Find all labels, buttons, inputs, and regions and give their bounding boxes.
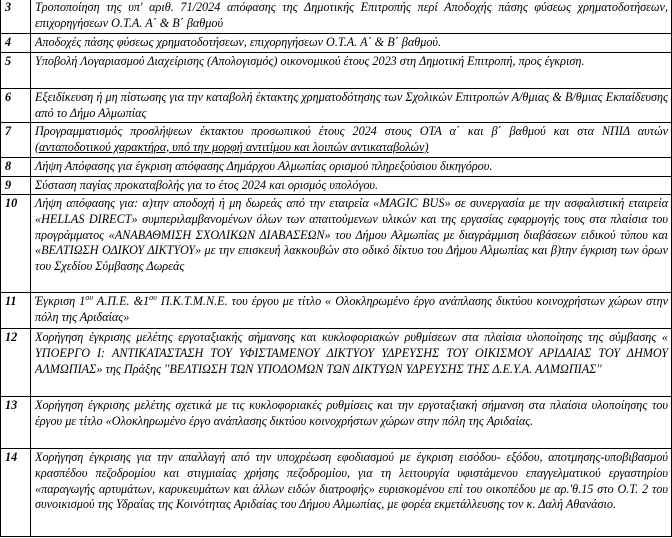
agenda-row xyxy=(1,397,672,449)
item-number: 14 xyxy=(1,449,31,537)
agenda-row xyxy=(1,329,672,397)
agenda-row xyxy=(1,89,672,123)
item-text: Χορήγηση έγκρισης μελέτης σχετικά με τις κυκλοφοριακές ρυθμίσεις και την εργοταξιακή σήμανση στα πλαίσια υλοποίησης του έργου με τίτλο «Ολοκληρωμένο έργο ανάπλασης δικτύου κοινοχρήστων χώρων στην πόλη της Αριδαίας. xyxy=(31,397,672,449)
agenda-row xyxy=(1,34,672,53)
item-number: 4 xyxy=(1,34,31,53)
item-number: 5 xyxy=(1,53,31,89)
item-number: 8 xyxy=(1,158,31,177)
agenda-row xyxy=(1,0,672,34)
item-text-part: Π.Κ.Τ.Μ.Ν.Ε. του έργου με τίτλο « Ολοκληρωμένο έργο ανάπλασης δικτύου κοινοχρήστων χώρων στην πόλη της Αριδαίας» xyxy=(35,294,669,324)
item-text: Λήψη Απόφασης για έγκριση απόφασης Δημάρχου Αλμωπίας ορισμού πληρεξούσιου δικηγόρου. xyxy=(31,158,672,177)
item-number: 13 xyxy=(1,397,31,449)
ordinal-superscript: ου xyxy=(149,293,157,303)
agenda-row xyxy=(1,158,672,177)
agenda-row xyxy=(1,123,672,158)
item-number: 11 xyxy=(1,293,31,329)
item-number: 6 xyxy=(1,89,31,123)
item-text-part: Α.Π.Ε. &1 xyxy=(92,294,150,309)
item-number: 3 xyxy=(1,0,31,34)
item-text-part: Έγκριση 1 xyxy=(35,294,86,309)
agenda-row xyxy=(1,293,672,329)
item-number: 12 xyxy=(1,329,31,397)
item-text xyxy=(31,123,672,158)
agenda-row xyxy=(1,449,672,537)
item-text-underlined: (ανταποδοτικού χαρακτήρα, υπό την μορφή αντιτίμου και λοιπών αντικαταβολών) xyxy=(35,139,429,154)
item-number: 7 xyxy=(1,123,31,158)
item-text: Λήψη απόφασης για: α)την αποδοχή ή μη δωρεάς από την εταιρεία «MAGIC BUS» σε συνεργασία με την ασφαλιστική εταιρεία «HELLAS DIRECT» συμπεριλαμβανομένων όλων των απαιτούμενων υλικών και της εργασίας εφαρμογής τους στα πλαίσια του προγράμματος «ΑΝΑΒΑΘΜΙΣΗ ΣΧΟΛΙΚΩΝ ΔΙΑΒΑΣΕΩΝ» του Δήμου Αλμωπίας με διαγράμμιση διαβάσεων ειδικού τύπου και «ΒΕΛΤΙΩΣΗ ΟΔΙΚΟΥ ΔΙΚΤΥΟΥ» με την επισκευή λακκουβών στο οδικό δίκτυο του Δήμου Αλμωπίας και β)την έγκριση των όρων του Σχεδίου Σύμβασης Δωρεάς xyxy=(31,195,672,293)
item-text: Χορήγηση έγκρισης για την απαλλαγή από την υποχρέωση εφοδιασμού με έγκριση εισόδου- εξόδου, αποτμησης-υποβιβασμού κρασπέδου πεζοδρομίου και στιγμιαίας χρήσης πεζοδρομίου, για τη λειτουργία υφιστάμενου επαγγελματικού εργαστηρίου «παραγωγής αρτυμάτων, καρυκευμάτων και άλλων ειδών διατροφής» ευρισκομένου επί του οικοπέδου με αρ.'θ.15 στο Ο.Τ. 2 του συνοικισμού της Υδραίας της Κοινότητας Αριδαίας του Δήμου Αλμωπίας, με φορέα εκμετάλλευσης τον κ. Δαλή Αθανάσιο. xyxy=(31,449,672,537)
item-number: 10 xyxy=(1,195,31,293)
item-text: Τροποποίηση της υπ' αριθ. 71/2024 απόφασης της Δημοτικής Επιτροπής περί Αποδοχής πάσης φύσεως χρηματοδοτήσεων, επιχορηγήσεων Ο.Τ.Α. Α΄ & Β΄ βαθμού xyxy=(31,0,672,34)
item-text-main: Προγραμματισμός προσλήψεων έκτακτου προσωπικού έτους 2024 στους ΟΤΑ α΄ και β΄ βαθμού και στα ΝΠΙΔ αυτών xyxy=(35,124,668,139)
item-number: 9 xyxy=(1,176,31,195)
item-text: Υποβολή Λογαριασμού Διαχείρισης (Απολογισμός) οικονομικού έτους 2023 στη Δημοτική Επιτροπή, προς έγκριση. xyxy=(31,53,672,89)
item-text: Χορήγηση έγκρισης μελέτης εργοταξιακής σήμανσης και κυκλοφοριακών ρυθμίσεων στα πλαίσια υλοποίησης της σύμβασης « ΥΠΟΕΡΓΟ Ι: ΑΝΤΙΚΑΤΑΣΤΑΣΗ ΤΟΥ ΥΦΙΣΤΑΜΕΝΟΥ ΔΙΚΤΥΟΥ ΥΔΡΕΥΣΗΣ ΤΟΥ ΟΙΚΙΣΜΟΥ ΑΡΙΔΑΙΑΣ ΤΟΥ ΔΗΜΟΥ ΑΛΜΩΠΙΑΣ» της Πράξης ''ΒΕΛΤΙΩΣΗ ΤΩΝ ΥΠΟΔΟΜΩΝ ΤΩΝ ΔΙΚΤΥΩΝ ΥΔΡΕΥΣΗΣ ΤΗΣ Δ.Ε.Υ.Α. ΑΛΜΩΠΙΑΣ'' xyxy=(31,329,672,397)
item-text: Αποδοχές πάσης φύσεως χρηματοδοτήσεων, επιχορηγήσεων Ο.Τ.Α. Α΄ & Β΄ βαθμού. xyxy=(31,34,672,53)
item-text: Σύσταση παγίας προκαταβολής για το έτος 2024 και ορισμός υπολόγου. xyxy=(31,176,672,195)
item-text xyxy=(31,293,672,329)
agenda-row xyxy=(1,176,672,195)
ordinal-superscript: ου xyxy=(85,293,93,303)
agenda-row xyxy=(1,53,672,89)
item-text: Εξειδίκευση ή μη πίστωσης για την καταβολή έκτακτης χρηματοδότησης των Σχολικών Επιτροπών Α/θμιας & Β/θμιας Εκπαίδευσης από το Δήμο Αλμωπίας xyxy=(31,89,672,123)
agenda-row xyxy=(1,195,672,293)
